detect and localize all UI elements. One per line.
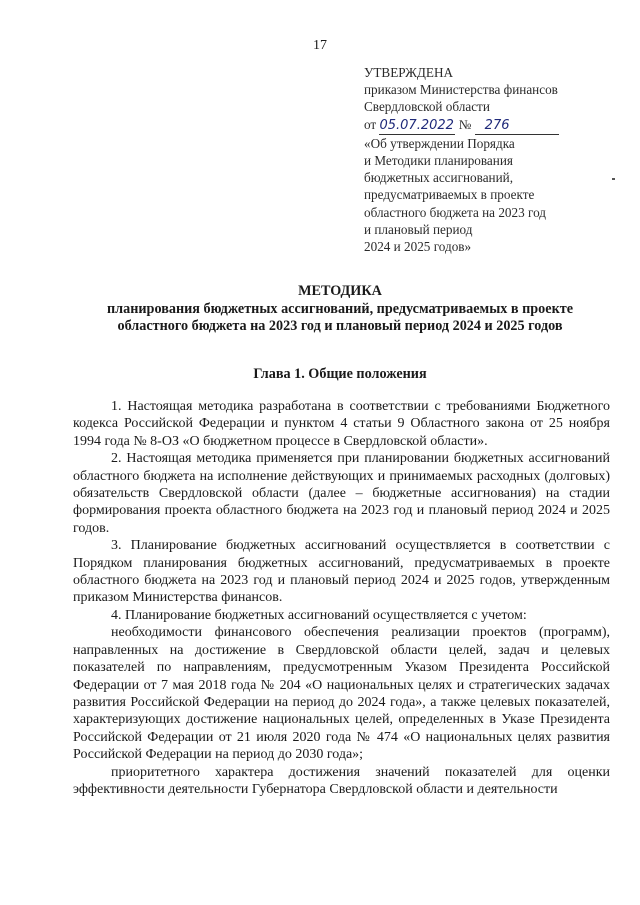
approval-title-line: и плановый период xyxy=(364,221,473,237)
document-title xyxy=(60,283,620,336)
date-prefix: от xyxy=(364,116,377,132)
document-title-line-2: областного бюджета на 2023 год и плановый период 2024 и 2025 годов xyxy=(117,318,563,334)
approval-block xyxy=(364,64,634,255)
approval-date-line xyxy=(364,116,634,135)
paragraph: 2. Настоящая методика применяется при планировании бюджетных ассигнований областного бюджета на исполнение действующих и принимаемых расходных (долговых) обязательств Свердловской области (далее – бюджетные ассигнования) на стадии формирования проекта областного бюджета на 2023 год и плановый период 2024 и 2025 годов. xyxy=(73,451,610,536)
paragraph: необходимости финансового обеспечения реализации проектов (программ), направленных на достижение в Свердловской области целей, задач и целевых показателей по направлениям, предусмотренным Указом Президента Российской Федерации от 7 мая 2018 года № 204 «О национальных целях и стратегических задачах развития Российской Федерации на период до 2024 года», а также целевых показателей, характеризующих достижение национальных целей, определенных в Указе Президента Российской Федерации от 21 июля 2020 года № 474 «О национальных целях развития Российской Федерации на период до 2030 года»; xyxy=(73,625,610,763)
approval-title-line: бюджетных ассигнований, xyxy=(364,170,514,186)
approval-title-line: областного бюджета на 2023 год xyxy=(364,204,546,220)
body-text xyxy=(73,398,610,798)
approval-title-line: «Об утверждении Порядка xyxy=(364,135,515,151)
chapter-title: Глава 1. Общие положения xyxy=(253,366,427,382)
page-number: 17 xyxy=(313,38,327,53)
approval-title-line: предусматриваемых в проекте xyxy=(364,187,535,203)
number-prefix: № xyxy=(458,116,472,132)
approval-title-line: и Методики планирования xyxy=(364,153,513,169)
paragraph: 3. Планирование бюджетных ассигнований осуществляется в соответствии с Порядком планирования бюджетных ассигнований, предусматриваемых в проекте областного бюджета на 2023 год и плановый период 2024 и 2025 годов, утвержденным приказом Министерства финансов. xyxy=(73,538,610,606)
scan-speck xyxy=(612,178,615,180)
handwritten-number: 276 xyxy=(475,117,559,135)
paragraph: 4. Планирование бюджетных ассигнований осуществляется с учетом: xyxy=(111,607,527,623)
approval-title-line: 2024 и 2025 годов» xyxy=(364,239,472,255)
handwritten-date: 05.07.2022 xyxy=(379,117,455,135)
paragraph: 1. Настоящая методика разработана в соответствии с требованиями Бюджетного кодекса Российской Федерации и пунктом 4 статьи 9 Областного закона от 25 ноября 1994 года № 8-ОЗ «О бюджетном процессе в Свердловской области». xyxy=(73,399,610,449)
document-title-main: МЕТОДИКА xyxy=(298,283,382,299)
paragraph: приоритетного характера достижения значений показателей для оценки эффективности деятельности Губернатора Свердловской области и деятельности xyxy=(73,764,610,797)
approval-line-1: приказом Министерства финансов xyxy=(364,82,558,98)
approval-heading: УТВЕРЖДЕНА xyxy=(364,65,454,80)
document-title-line-1: планирования бюджетных ассигнований, предусматриваемых в проекте xyxy=(106,300,574,317)
approval-line-2: Свердловской области xyxy=(364,99,490,115)
